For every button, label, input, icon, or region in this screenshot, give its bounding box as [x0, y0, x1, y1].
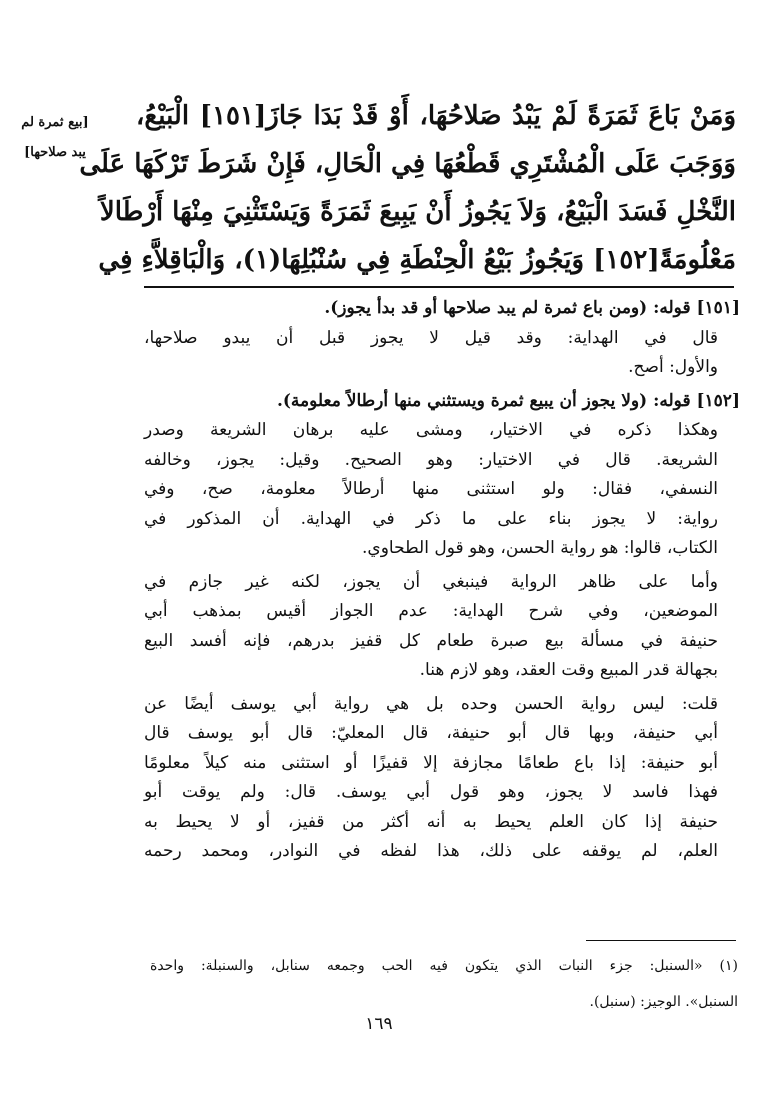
note-line: رواية: لا يجوز بناء على ما ذكر في الهداية. أن المذكور في: [144, 508, 718, 529]
note-151: [144, 294, 740, 383]
note-line: الشريعة. قال في الاختيار: وهو الصحيح. وقيل: يجوز، وخالفه: [144, 449, 718, 470]
note-paragraph: [144, 416, 718, 564]
footnote-divider: [586, 940, 736, 941]
footnote-line: (١) «السنبل: جزء النبات الذي يتكون فيه الحب وجمعه سنابل، والسنبلة: واحدة: [150, 958, 738, 974]
note-line: النسفي، فقال: ولو استثنى منها أرطالاً معلومة، صح، وفي: [144, 479, 718, 499]
page-number: ١٦٩: [365, 1014, 393, 1034]
note-line: الموضعين، وفي شرح الهداية: عدم الجواز أقيس بمذهب أبي: [144, 601, 718, 621]
footnote-line: السنبل». الوجيز: (سنبل).: [589, 994, 738, 1010]
main-text: [79, 92, 736, 284]
note-line: الكتاب، قالوا: هو رواية الحسن، وهو قول الطحاوي.: [362, 538, 718, 558]
note-line: قلت: ليس رواية الحسن وحده بل هي رواية أبي يوسف أيضًا عن: [144, 693, 718, 714]
main-text-line: وَوَجَبَ عَلَى الْمُشْتَرِي قَطْعُهَا فِي الْحَالِ، فَإِنْ شَرَطَ تَرْكَهَا عَلَى: [79, 149, 736, 179]
main-text-line: النَّخْلِ فَسَدَ الْبَيْعُ، وَلاَ يَجُوزُ أَنْ يَبِيعَ ثَمَرَةً وَيَسْتَثْنِيَ مِنْهَا أَرْطَالاً: [99, 197, 736, 227]
main-text-line: وَمَنْ بَاعَ ثَمَرَةً لَمْ يَبْدُ صَلاحُهَا، أَوْ قَدْ بَدَا جَازَ[١٥١] الْبَيْعُ،: [136, 101, 736, 131]
main-divider: [144, 286, 734, 288]
note-line: بجهالة قدر المبيع وقت العقد، وهو لازم هنا.: [419, 660, 718, 680]
note-paragraph: [144, 568, 718, 686]
note-152: [144, 387, 740, 867]
main-text-line: مَعْلُومَةً[١٥٢] وَيَجُوزُ بَيْعُ الْحِنْطَةِ فِي سُنْبُلِهَا(١)، وَالْبَاقِلاَّءِ فِي: [98, 245, 736, 275]
note-line: حنيفة في مسألة بيع صبرة طعام كل قفيز بدرهم، فإنه أفسد البيع: [144, 630, 718, 651]
note-line: أبي حنيفة، وبها قال أبو حنيفة، قال المعليّ: قال أبو يوسف قال: [144, 723, 718, 743]
note-line: العلم، لم يوقفه على ذلك، هذا لفظه في النوادر، ومحمد رحمه: [144, 841, 718, 861]
note-line: حنيفة إذا كان العلم يحيط به أنه أكثر من قفيز، أو لا يحيط به: [144, 811, 718, 832]
note-line: والأول: أصح.: [628, 357, 718, 377]
side-note-line: [بيع ثمرة لم: [21, 115, 89, 130]
note-line: فهذا فاسد لا يجوز، وهو قول أبي يوسف. قال: ولم يوقت أبو: [144, 782, 718, 802]
note-line: وأما على ظاهر الرواية فينبغي أن يجوز، لكنه غير جازم في: [144, 571, 718, 592]
note-paragraph: [144, 690, 718, 867]
commentary: [144, 294, 740, 871]
note-heading: [١٥٢] قوله: (ولا يجوز أن يبيع ثمرة ويستثني منها أرطالاً معلومة).: [276, 390, 740, 411]
side-note-line: يبد صلاحها]: [24, 145, 86, 160]
note-body: [144, 324, 740, 383]
footnote: [150, 948, 738, 1020]
note-body: [144, 416, 740, 867]
note-line: وهكذا ذكره في الاختيار، ومشى عليه برهان الشريعة وصدر: [144, 420, 718, 440]
note-heading: [١٥١] قوله: (ومن باع ثمرة لم يبد صلاحها أو قد بدأ يجوز).: [324, 298, 740, 318]
note-line: أبو حنيفة: إذا باع طعامًا مجازفة إلا قفيزًا أو استثنى منه كيلاً معلومًا: [144, 752, 718, 773]
note-line: قال في الهداية: وقد قيل لا يجوز قبل أن يبدو صلاحها،: [144, 327, 718, 348]
